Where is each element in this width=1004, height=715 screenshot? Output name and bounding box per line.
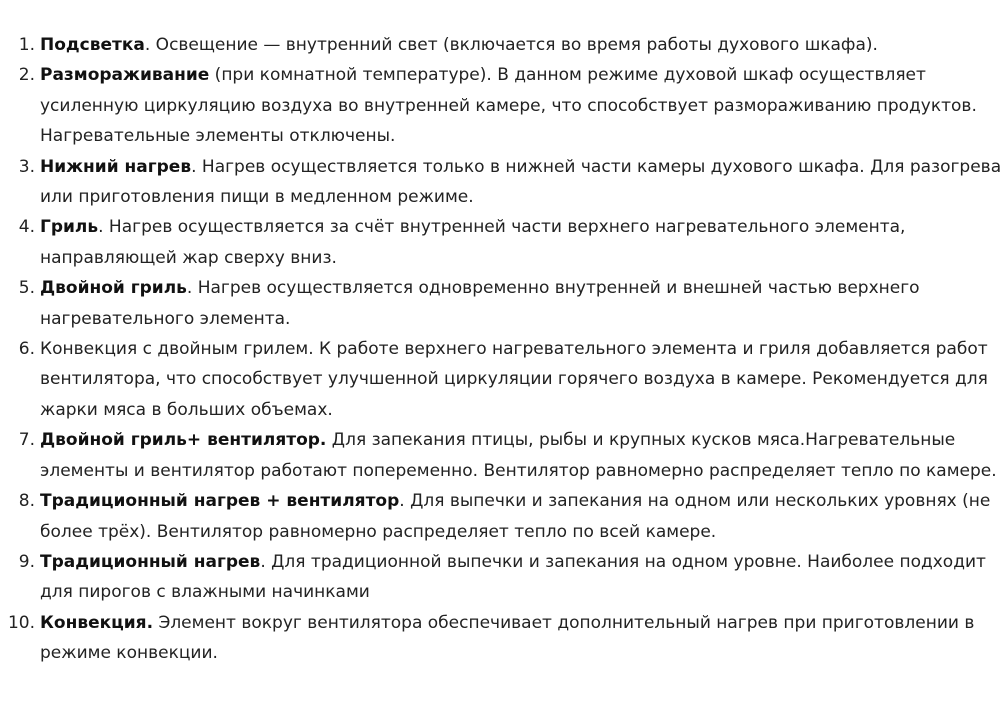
list-item-number: 3. bbox=[18, 156, 35, 177]
list-item bbox=[0, 60, 1004, 151]
list-item-term: Размораживание bbox=[40, 65, 210, 86]
list-item-term: Традиционный нагрев + вентилятор bbox=[40, 491, 400, 512]
list-item-text: . Нагрев осуществляется одновременно внутренней и внешней частью верхнего нагревательного элемента. bbox=[40, 278, 920, 329]
list-item-text: (при комнатной температуре). В данном режиме духовой шкаф осуществляет усиленную циркуляцию воздуха во внутренней камере, что способствует размораживанию продуктов. Нагревательные элементы отключены. bbox=[40, 65, 977, 147]
list-item-term: Двойной гриль+ вентилятор. bbox=[40, 430, 327, 451]
list-item-number: 6. bbox=[18, 339, 35, 360]
list-item-number: 7. bbox=[18, 430, 35, 451]
list-item-term: Гриль bbox=[40, 217, 99, 238]
list-item-number: 10. bbox=[7, 612, 35, 633]
list-item bbox=[0, 30, 1004, 60]
list-item bbox=[0, 547, 1004, 608]
list-item bbox=[0, 152, 1004, 213]
list-item-number: 9. bbox=[18, 551, 35, 572]
list-item bbox=[0, 273, 1004, 334]
list-item bbox=[0, 608, 1004, 669]
oven-modes-list bbox=[0, 30, 1004, 669]
list-item-text: . Освещение — внутренний свет (включается во время работы духового шкафа). bbox=[144, 35, 878, 55]
list-item-text: . Нагрев осуществляется за счёт внутренней части верхнего нагревательного элемента, направляющей жар сверху вниз. bbox=[40, 217, 906, 268]
list-item-term: Традиционный нагрев bbox=[40, 551, 261, 572]
list-item bbox=[0, 212, 1004, 273]
list-item bbox=[0, 425, 1004, 486]
list-item-number: 4. bbox=[18, 217, 35, 238]
list-item-text: . Для выпечки и запекания на одном или нескольких уровнях (не более трёх). Вентилятор равномерно распределяет тепло по всей камере. bbox=[40, 491, 991, 542]
list-item-term: Конвекция. bbox=[40, 612, 154, 633]
list-item bbox=[0, 334, 1004, 425]
list-item bbox=[0, 486, 1004, 547]
list-item-term: Подсветка bbox=[40, 35, 145, 55]
list-item-term: Нижний нагрев bbox=[40, 156, 192, 177]
list-item-text: Для запекания птицы, рыбы и крупных кусков мяса.Нагревательные элементы и вентилятор работают попеременно. Вентилятор равномерно распределяет тепло по камере. bbox=[40, 430, 997, 481]
list-item-text: . Нагрев осуществляется только в нижней части камеры духового шкафа. Для разогрева или приготовления пищи в медленном режиме. bbox=[40, 156, 1002, 208]
list-item-number: 8. bbox=[18, 491, 35, 512]
list-item-text: Конвекция с двойным грилем. К работе верхнего нагревательного элемента и гриля добавляется работ вентилятора, что способствует улучшенной циркуляции горячего воздуха в камере. Рекомендуется для жарки мяса в больших объемах. bbox=[40, 339, 988, 420]
list-item-term: Двойной гриль bbox=[40, 278, 187, 299]
list-item-number: 2. bbox=[18, 65, 35, 86]
list-item-number: 1. bbox=[18, 35, 35, 55]
list-item-text: . Для традиционной выпечки и запекания на одном уровне. Наиболее подходит для пирогов с влажными начинками bbox=[40, 551, 986, 603]
list-item-number: 5. bbox=[18, 278, 35, 299]
list-item-text: Элемент вокруг вентилятора обеспечивает дополнительный нагрев при приготовлении в режиме конвекции. bbox=[40, 612, 975, 664]
